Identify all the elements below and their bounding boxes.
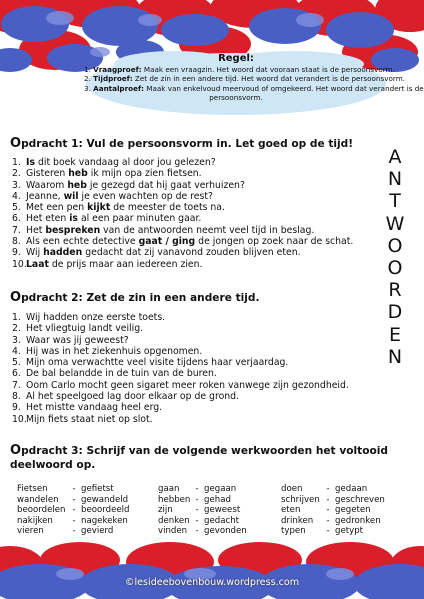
- verb-row: [281, 505, 385, 516]
- rule-line-3: [84, 83, 424, 93]
- verb-infinitive: wandelen: [17, 494, 59, 505]
- verb-dash: -: [72, 515, 76, 526]
- item-number: 10.: [12, 258, 27, 270]
- verb-participle: gegaan: [204, 484, 237, 494]
- verb-column-1: [17, 484, 130, 537]
- item-number: 1.: [12, 157, 21, 168]
- opdracht-2-heading: [10, 290, 260, 305]
- verb-infinitive: nakijken: [17, 515, 53, 526]
- list-item: [12, 414, 349, 425]
- item-text: je even wachten op de rest?: [78, 190, 213, 202]
- vertical-letter: A: [388, 146, 402, 168]
- item-number: 2.: [12, 323, 21, 335]
- verb-row: [17, 484, 130, 495]
- item-answer: heb: [67, 179, 87, 191]
- item-number: 1.: [12, 312, 21, 323]
- verb-dash: -: [326, 494, 330, 505]
- item-text: ik mijn opa zien fietsen.: [87, 168, 202, 180]
- vertical-letter: T: [389, 190, 401, 213]
- list-item: [12, 191, 353, 202]
- verb-dash: -: [72, 505, 76, 516]
- verb-participle: geschreven: [335, 494, 385, 505]
- item-answer: gaat / ging: [138, 236, 196, 248]
- item-text: Het mistte vandaag heel erg.: [26, 402, 163, 414]
- vertical-letter: O: [387, 234, 403, 257]
- verb-column-3: [281, 484, 385, 537]
- list-item: [12, 380, 349, 391]
- item-text: Het: [26, 224, 46, 236]
- heading-text: pdracht 2: Zet de zin in een andere tijd.: [21, 292, 260, 304]
- item-text: Waar was jij geweest?: [26, 334, 129, 346]
- item-text: Wij: [26, 247, 44, 259]
- verb-dash: -: [195, 515, 199, 526]
- item-text: Jeanne,: [26, 190, 64, 202]
- list-item: [12, 312, 349, 323]
- item-number: 7.: [12, 224, 21, 236]
- rule-line-number: 1.: [84, 65, 91, 74]
- verb-row: [17, 516, 130, 527]
- verb-participle: gevierd: [81, 526, 114, 537]
- verb-row: [281, 495, 385, 506]
- item-number: 3.: [12, 334, 21, 346]
- item-number: 7.: [12, 379, 21, 391]
- verb-infinitive: Fietsen: [17, 484, 48, 494]
- verb-infinitive: denken: [158, 515, 190, 526]
- list-item: [12, 259, 353, 270]
- rule-line-term: Vraagproef:: [93, 65, 142, 74]
- list-item: [12, 247, 353, 258]
- item-number: 5.: [12, 202, 21, 214]
- verb-infinitive: gaan: [158, 484, 180, 494]
- verb-row: [17, 495, 130, 506]
- heading-initial: O: [10, 290, 22, 305]
- verb-infinitive: beoordelen: [17, 505, 66, 516]
- item-text: Wij hadden onze eerste toets.: [26, 312, 166, 323]
- verb-dash: -: [195, 484, 199, 494]
- verb-row: [158, 505, 247, 516]
- rule-line-text: Maak een vraagzin. Het woord dat vooraan staat is de persoonsvorm.: [141, 65, 395, 74]
- verb-infinitive: eten: [281, 505, 301, 516]
- verb-dash: -: [195, 494, 199, 505]
- list-item: [12, 391, 349, 402]
- list-item: [12, 180, 353, 191]
- verb-infinitive: drinken: [281, 515, 314, 526]
- footer-credit: ©lesideebovenbouw.wordpress.com: [124, 577, 300, 588]
- item-text: dit boek vandaag al door jou gelezen?: [35, 157, 216, 168]
- heading-initial: O: [10, 136, 22, 151]
- bottom-cloud-decoration: [0, 540, 424, 599]
- rule-callout: [84, 50, 424, 116]
- verb-participle: gewandeld: [81, 494, 129, 505]
- verb-participle: gevonden: [204, 526, 247, 537]
- verb-row: [17, 526, 130, 537]
- item-number: 8.: [12, 391, 21, 403]
- heading-text: pdracht 1: Vul de persoonsvorm in. Let goed op de tijd!: [21, 138, 354, 150]
- item-text: Met een pen: [26, 202, 88, 214]
- verb-infinitive: vieren: [17, 526, 44, 537]
- item-text: gedacht dat zij vanavond zouden blijven eten.: [82, 247, 301, 259]
- vertical-letter: O: [387, 257, 403, 280]
- heading-text: pdracht 3: Schrijf van de volgende werkwoorden het voltooid: [21, 445, 388, 457]
- verb-row: [158, 484, 247, 495]
- item-text: Hij was in het ziekenhuis opgenomen.: [26, 345, 203, 357]
- vertical-letter: W: [385, 212, 405, 235]
- item-text: De bal belandde in de tuin van de buren.: [26, 368, 217, 380]
- list-item: [12, 323, 349, 334]
- item-text: van de antwoorden neemt veel tijd in beslag.: [100, 224, 315, 236]
- verb-participle: gegeten: [335, 505, 371, 516]
- verb-row: [281, 516, 385, 527]
- item-text: de meester de toets na.: [110, 202, 225, 214]
- item-number: 2.: [12, 168, 21, 180]
- item-text: Mijn oma verwachtte veel visite tijdens haar verjaardag.: [26, 357, 289, 369]
- verb-participle: getypt: [335, 526, 364, 537]
- verb-dash: -: [326, 484, 330, 494]
- verb-dash: -: [326, 526, 330, 537]
- verb-dash: -: [326, 505, 330, 516]
- item-text: al een paar minuten gaar.: [77, 213, 202, 225]
- item-answer: heb: [68, 168, 88, 180]
- list-item: [12, 346, 349, 357]
- item-answer: Is: [26, 157, 35, 168]
- item-answer: wil: [63, 190, 79, 202]
- item-number: 4.: [12, 345, 21, 357]
- vertical-letter: R: [388, 279, 402, 302]
- verb-dash: -: [326, 515, 330, 526]
- list-item: [12, 402, 349, 413]
- item-number: 6.: [12, 368, 21, 380]
- verb-participle: gehad: [204, 494, 231, 505]
- verb-row: [281, 526, 385, 537]
- item-answer: Laat: [26, 258, 49, 270]
- verb-dash: -: [72, 526, 76, 537]
- verb-infinitive: zijn: [158, 505, 173, 516]
- list-item: [12, 157, 353, 168]
- verb-dash: -: [72, 494, 76, 505]
- rule-line-4: [84, 93, 388, 102]
- list-item: [12, 236, 353, 247]
- verb-row: [158, 495, 247, 506]
- rule-line-number: 2.: [84, 74, 91, 84]
- list-item: [12, 357, 349, 368]
- list-item: [12, 213, 353, 224]
- vertical-letter: N: [387, 168, 403, 191]
- list-item: [12, 225, 353, 236]
- list-item: [12, 168, 353, 179]
- item-text: Gisteren: [26, 168, 69, 180]
- item-number: 9.: [12, 402, 21, 414]
- item-number: 4.: [12, 190, 21, 202]
- item-text: Als een echte detective: [26, 236, 139, 248]
- verb-participle: gedronken: [335, 515, 381, 526]
- rule-line-2: [84, 74, 405, 84]
- opdracht-1-list: [12, 157, 353, 270]
- item-number: 8.: [12, 236, 21, 248]
- heading-initial: O: [10, 443, 22, 458]
- heading-text-continued: deelwoord op.: [10, 459, 96, 471]
- answers-vertical-label: [381, 146, 409, 368]
- opdracht-3-heading: [10, 444, 388, 472]
- rule-title: Regel:: [218, 53, 254, 64]
- rule-line-text: persoonsvorm.: [209, 93, 263, 103]
- item-text: Waarom: [26, 179, 68, 191]
- item-text: Mijn fiets staat niet op slot.: [26, 413, 153, 425]
- verb-row: [158, 516, 247, 527]
- item-number: 9.: [12, 247, 21, 259]
- list-item: [12, 202, 353, 213]
- vertical-letter: D: [387, 301, 403, 324]
- verb-dash: -: [195, 526, 199, 537]
- item-text: Het eten: [26, 213, 70, 225]
- item-answer: bespreken: [45, 224, 101, 236]
- verb-row: [281, 484, 385, 495]
- item-text: Al het speelgoed lag door elkaar op de grond.: [26, 391, 240, 403]
- verb-dash: -: [72, 484, 76, 494]
- rule-line-number: 3.: [84, 83, 91, 93]
- item-text: Het vliegtuig landt veilig.: [26, 323, 144, 335]
- verb-column-2: [158, 484, 247, 537]
- vertical-letter: E: [388, 323, 401, 346]
- rule-line-1: [84, 65, 395, 74]
- rule-line-text: Maak van enkelvoud meervoud of omgekeerd. Het woord dat verandert is de: [143, 83, 424, 93]
- item-answer: hadden: [43, 247, 83, 259]
- verb-participle: nagekeken: [81, 515, 128, 526]
- verb-infinitive: typen: [281, 526, 306, 537]
- item-text: de prijs maar aan iedereen zien.: [48, 258, 203, 270]
- item-number: 10.: [12, 413, 27, 425]
- verb-infinitive: vinden: [158, 526, 188, 537]
- rule-line-text: Zet de zin in een andere tijd. Het woord dat verandert is de persoonsvorm.: [132, 74, 405, 84]
- item-text: Oom Carlo mocht geen sigaret meer roken vanwege zijn gezondheid.: [26, 379, 349, 391]
- verb-dash: -: [195, 505, 199, 516]
- list-item: [12, 368, 349, 379]
- opdracht-2-list: [12, 312, 349, 425]
- verb-infinitive: doen: [281, 484, 303, 494]
- verb-participle: gedaan: [335, 484, 368, 494]
- item-number: 6.: [12, 213, 21, 225]
- verb-row: [158, 526, 247, 537]
- item-number: 3.: [12, 179, 21, 191]
- item-text: je gezegd dat hij gaat verhuizen?: [86, 179, 245, 191]
- item-number: 5.: [12, 357, 21, 369]
- verb-participle: beoordeeld: [81, 505, 130, 516]
- verb-participle: gefietst: [81, 484, 114, 494]
- item-text: de jongen op zoek naar de schat.: [195, 236, 354, 248]
- opdracht-1-heading: [10, 136, 353, 151]
- vertical-letter: N: [387, 345, 403, 368]
- rule-line-term: Tijdproef:: [93, 74, 133, 84]
- item-answer: is: [69, 213, 78, 225]
- verb-infinitive: hebben: [158, 494, 191, 505]
- verb-participle: geweest: [204, 505, 241, 516]
- list-item: [12, 335, 349, 346]
- rule-line-term: Aantalproef:: [93, 83, 144, 93]
- verb-infinitive: schrijven: [281, 494, 320, 505]
- item-answer: kijkt: [87, 202, 111, 214]
- verb-row: [17, 505, 130, 516]
- verb-participle: gedacht: [204, 515, 240, 526]
